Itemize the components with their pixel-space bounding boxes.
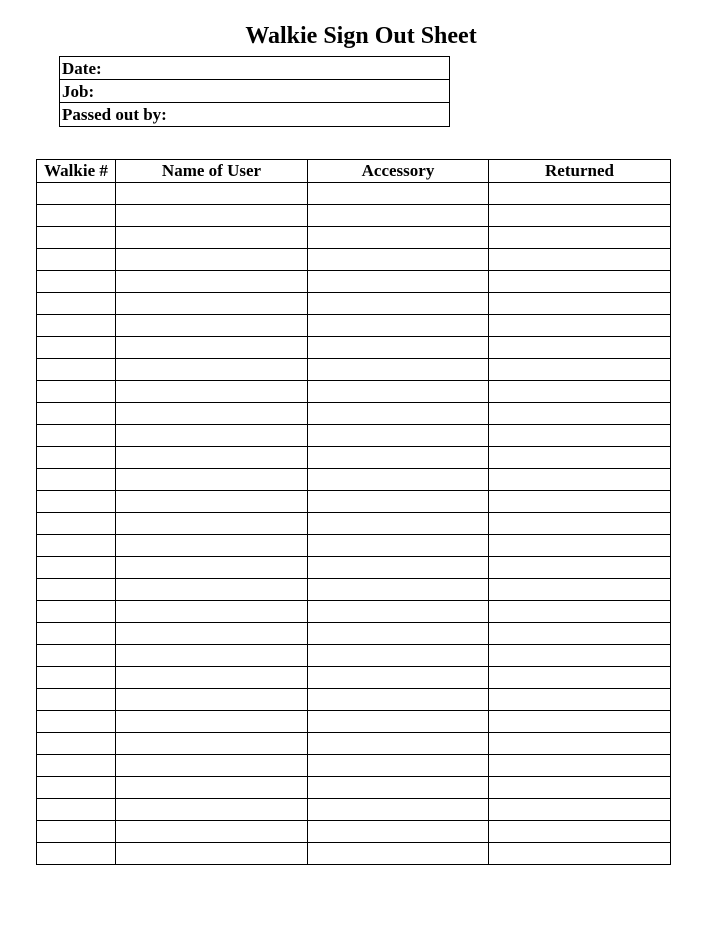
name-of-user-cell[interactable] [116,183,308,205]
name-of-user-cell[interactable] [116,821,308,843]
walkie-number-cell[interactable] [37,491,116,513]
returned-cell[interactable] [489,799,671,821]
table-row [37,579,671,601]
table-row [37,271,671,293]
accessory-cell[interactable] [308,381,489,403]
accessory-cell[interactable] [308,755,489,777]
accessory-cell[interactable] [308,535,489,557]
walkie-number-cell[interactable] [37,711,116,733]
returned-cell[interactable] [489,425,671,447]
returned-cell[interactable] [489,227,671,249]
returned-cell[interactable] [489,821,671,843]
walkie-number-cell[interactable] [37,227,116,249]
date-field[interactable]: Date: [60,57,449,80]
name-of-user-cell[interactable] [116,381,308,403]
walkie-number-cell[interactable] [37,623,116,645]
returned-cell[interactable] [489,447,671,469]
accessory-cell[interactable] [308,491,489,513]
name-of-user-cell[interactable] [116,645,308,667]
table-row [37,337,671,359]
returned-cell[interactable] [489,403,671,425]
table-row [37,425,671,447]
returned-cell[interactable] [489,183,671,205]
accessory-cell[interactable] [308,205,489,227]
returned-cell[interactable] [489,337,671,359]
walkie-number-cell[interactable] [37,469,116,491]
table-row [37,205,671,227]
table-row [37,249,671,271]
accessory-cell[interactable] [308,733,489,755]
column-header-name-of-user: Name of User [116,160,308,183]
name-of-user-cell[interactable] [116,249,308,271]
name-of-user-cell[interactable] [116,403,308,425]
returned-cell[interactable] [489,557,671,579]
name-of-user-cell[interactable] [116,799,308,821]
job-info-box [59,56,450,127]
walkie-number-cell[interactable] [37,799,116,821]
walkie-number-cell[interactable] [37,733,116,755]
table-row [37,711,671,733]
returned-cell[interactable] [489,579,671,601]
accessory-cell[interactable] [308,271,489,293]
walkie-number-cell[interactable] [37,777,116,799]
table-row [37,381,671,403]
table-row [37,513,671,535]
walkie-number-cell[interactable] [37,535,116,557]
accessory-cell[interactable] [308,183,489,205]
column-header-accessory: Accessory [308,160,489,183]
returned-cell[interactable] [489,293,671,315]
accessory-cell[interactable] [308,645,489,667]
accessory-cell[interactable] [308,843,489,865]
name-of-user-cell[interactable] [116,667,308,689]
name-of-user-cell[interactable] [116,425,308,447]
accessory-cell[interactable] [308,425,489,447]
returned-cell[interactable] [489,843,671,865]
name-of-user-cell[interactable] [116,359,308,381]
accessory-cell[interactable] [308,227,489,249]
walkie-number-cell[interactable] [37,183,116,205]
name-of-user-cell[interactable] [116,205,308,227]
walkie-number-cell[interactable] [37,271,116,293]
accessory-cell[interactable] [308,359,489,381]
returned-cell[interactable] [489,623,671,645]
walkie-number-cell[interactable] [37,557,116,579]
table-row [37,843,671,865]
accessory-cell[interactable] [308,711,489,733]
accessory-cell[interactable] [308,315,489,337]
returned-cell[interactable] [489,689,671,711]
returned-cell[interactable] [489,711,671,733]
name-of-user-cell[interactable] [116,447,308,469]
name-of-user-cell[interactable] [116,777,308,799]
table-row [37,601,671,623]
walkie-number-cell[interactable] [37,755,116,777]
accessory-cell[interactable] [308,667,489,689]
name-of-user-cell[interactable] [116,271,308,293]
returned-cell[interactable] [489,381,671,403]
name-of-user-cell[interactable] [116,491,308,513]
accessory-cell[interactable] [308,403,489,425]
column-header-returned: Returned [489,160,671,183]
name-of-user-cell[interactable] [116,843,308,865]
passed-out-by-field[interactable]: Passed out by: [62,105,167,124]
sign-out-table [36,159,671,865]
name-of-user-cell[interactable] [116,733,308,755]
table-row [37,183,671,205]
accessory-cell[interactable] [308,579,489,601]
table-row [37,491,671,513]
accessory-cell[interactable] [308,447,489,469]
table-row [37,733,671,755]
walkie-number-cell[interactable] [37,821,116,843]
returned-cell[interactable] [489,601,671,623]
walkie-number-cell[interactable] [37,447,116,469]
accessory-cell[interactable] [308,799,489,821]
walkie-number-cell[interactable] [37,579,116,601]
walkie-number-cell[interactable] [37,843,116,865]
returned-cell[interactable] [489,315,671,337]
returned-cell[interactable] [489,733,671,755]
name-of-user-cell[interactable] [116,689,308,711]
walkie-number-cell[interactable] [37,315,116,337]
accessory-cell[interactable] [308,777,489,799]
returned-cell[interactable] [489,469,671,491]
accessory-cell[interactable] [308,601,489,623]
column-header-walkie-number: Walkie # [37,160,116,183]
name-of-user-cell[interactable] [116,711,308,733]
walkie-number-cell[interactable] [37,689,116,711]
table-row [37,689,671,711]
table-row [37,821,671,843]
table-row [37,799,671,821]
returned-cell[interactable] [489,667,671,689]
walkie-number-cell[interactable] [37,381,116,403]
accessory-cell[interactable] [308,337,489,359]
table-row [37,667,671,689]
table-row [37,403,671,425]
walkie-number-cell[interactable] [37,293,116,315]
name-of-user-cell[interactable] [116,579,308,601]
name-of-user-cell[interactable] [116,293,308,315]
name-of-user-cell[interactable] [116,315,308,337]
table-row [37,755,671,777]
returned-cell[interactable] [489,777,671,799]
name-of-user-cell[interactable] [116,469,308,491]
accessory-cell[interactable] [308,689,489,711]
accessory-cell[interactable] [308,623,489,645]
name-of-user-cell[interactable] [116,557,308,579]
walkie-number-cell[interactable] [37,601,116,623]
name-of-user-cell[interactable] [116,227,308,249]
walkie-number-cell[interactable] [37,513,116,535]
returned-cell[interactable] [489,513,671,535]
table-row [37,535,671,557]
returned-cell[interactable] [489,271,671,293]
job-field[interactable]: Job: [60,80,449,103]
page-title: Walkie Sign Out Sheet [245,23,477,49]
accessory-cell[interactable] [308,249,489,271]
accessory-cell[interactable] [308,821,489,843]
accessory-cell[interactable] [308,557,489,579]
table-row [37,777,671,799]
table-row [37,557,671,579]
walkie-number-cell[interactable] [37,337,116,359]
name-of-user-cell[interactable] [116,337,308,359]
returned-cell[interactable] [489,755,671,777]
table-row [37,447,671,469]
walkie-number-cell[interactable] [37,645,116,667]
accessory-cell[interactable] [308,469,489,491]
returned-cell[interactable] [489,535,671,557]
table-body [37,183,671,865]
table-row [37,623,671,645]
returned-cell[interactable] [489,491,671,513]
name-of-user-cell[interactable] [116,623,308,645]
name-of-user-cell[interactable] [116,755,308,777]
walkie-number-cell[interactable] [37,359,116,381]
table-row [37,315,671,337]
name-of-user-cell[interactable] [116,513,308,535]
returned-cell[interactable] [489,249,671,271]
walkie-number-cell[interactable] [37,425,116,447]
table-row [37,359,671,381]
name-of-user-cell[interactable] [116,535,308,557]
walkie-number-cell[interactable] [37,667,116,689]
table-row [37,645,671,667]
name-of-user-cell[interactable] [116,601,308,623]
accessory-cell[interactable] [308,513,489,535]
table-row [37,227,671,249]
walkie-number-cell[interactable] [37,205,116,227]
walkie-number-cell[interactable] [37,249,116,271]
returned-cell[interactable] [489,645,671,667]
walkie-number-cell[interactable] [37,403,116,425]
returned-cell[interactable] [489,205,671,227]
accessory-cell[interactable] [308,293,489,315]
table-row [37,469,671,491]
returned-cell[interactable] [489,359,671,381]
table-header-row [37,160,671,183]
table-row [37,293,671,315]
